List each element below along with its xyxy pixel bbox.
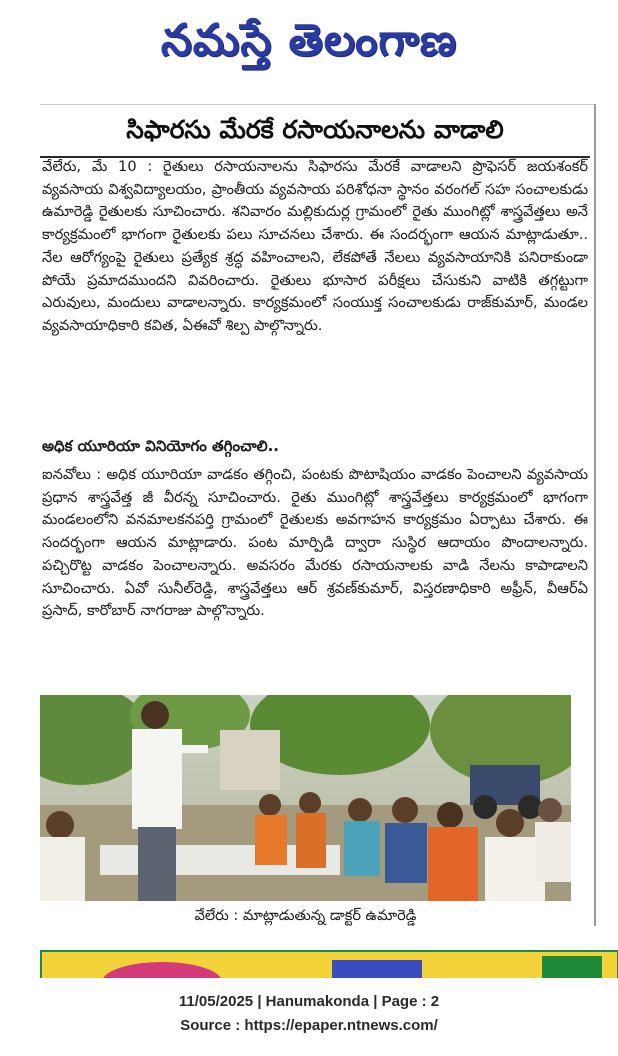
article-photo (40, 695, 571, 901)
article-body (42, 156, 588, 692)
footer (0, 990, 618, 1044)
article-subheading: అధిక యూరియా వినియోగం తగ్గించాలి.. (42, 437, 280, 455)
advertisement-strip (40, 950, 618, 978)
article-paragraph-2: ఐనవోలు : అధిక యూరియా వాడకం తగ్గించి, పంటకు పొటాషియం వాడకం పెంచాలని వ్యవసాయ ప్రధాన శాస్త్రవేత్త జీ వీరన్న సూచించారు. రైతు ముంగిట్లో శాస్త్రవేత్తలు కార్యక్రమంలో భాగంగా మండలంలోని వనమాలకనపర్తి గ్రామంలో రైతులకు అవగాహన కార్యక్రమం ఏర్పాటు చేశారు. ఈ సందర్భంగా ఆయన మాట్లాడారు. పంట మార్పిడి ద్వారా సుస్థిర ఆదాయం పొందాలన్నారు. పచ్చిరొట్ట వాడకం పెంచాలన్నారు. అవసరం మేరకు రసాయనాలకు వాడి నేలను కాపాడాలని సూచించారు. ఏవో సునీల్‌రెడ్డి, శాస్త్రవేత్తలు ఆర్ శ్రవణ్‌కుమార్, విస్తరణాధికారి అఫ్రీన్, వీఆర్‌ఏ ప్రసాద్, కారోబార్ నాగరాజు పాల్గొన్నారు. (42, 466, 588, 620)
masthead (0, 0, 618, 92)
article-paragraph-1: వేలేరు, మే 10 : రైతులు రసాయనాలను సిఫారసు మేరకే వాడాలని ప్రొఫెసర్ జయశంకర్ వ్యవసాయ విశ్వవిద్యాలయం, ప్రాంతీయ వ్యవసాయ పరిశోధనా స్థానం వరంగల్ సహ సంచాలకుడు ఉమారెడ్డి రైతులకు సూచించారు. శనివారం మల్లికుదుర్ల గ్రామంలో రైతు ముంగిట్లో శాస్త్రవేత్తలు అనే కార్యక్రమంలో భాగంగా రైతులకు పలు సూచనలు చేశారు. ఈ సందర్భంగా ఆయన మాట్లాడుతూ.. నేల ఆరోగ్యంపై రైతులు ప్రత్యేక శ్రద్ధ వహించాలని, లేకపోతే నేలలు వ్యవసాయానికి పనిరాకుండా పోయే ప్రమాదముందని వివరించారు. రైతులు భూసార పరీక్షలు చేసుకుని వాటికి తగ్గట్టుగా ఎరువులు, మందులు వాడాలన్నారు. కార్యక్రమంలో సంయుక్త సంచాలకుడు రాజ్‌కుమార్, మండల వ్యవసాయాధికారి కవిత, ఏఈవో శిల్ప పాల్గొన్నారు. (42, 158, 588, 334)
article-headline: సిఫారసు మేరకే రసాయనాలను వాడాలి (40, 110, 590, 158)
frame-right-rule (594, 104, 596, 926)
photo-illustration (40, 695, 571, 901)
advertisement-graphic (42, 952, 617, 978)
photo-caption: వేలేరు : మాట్లాడుతున్న డాక్టర్ ఉమారెడ్డి (194, 908, 417, 924)
frame-top-rule (40, 104, 596, 105)
footer-date-edition: 11/05/2025 | Hanumakonda | Page : 2 (178, 993, 440, 1010)
newspaper-logo: నమస్తే తెలంగాణ (160, 15, 458, 66)
footer-source: Source : https://epaper.ntnews.com/ (180, 1017, 438, 1034)
